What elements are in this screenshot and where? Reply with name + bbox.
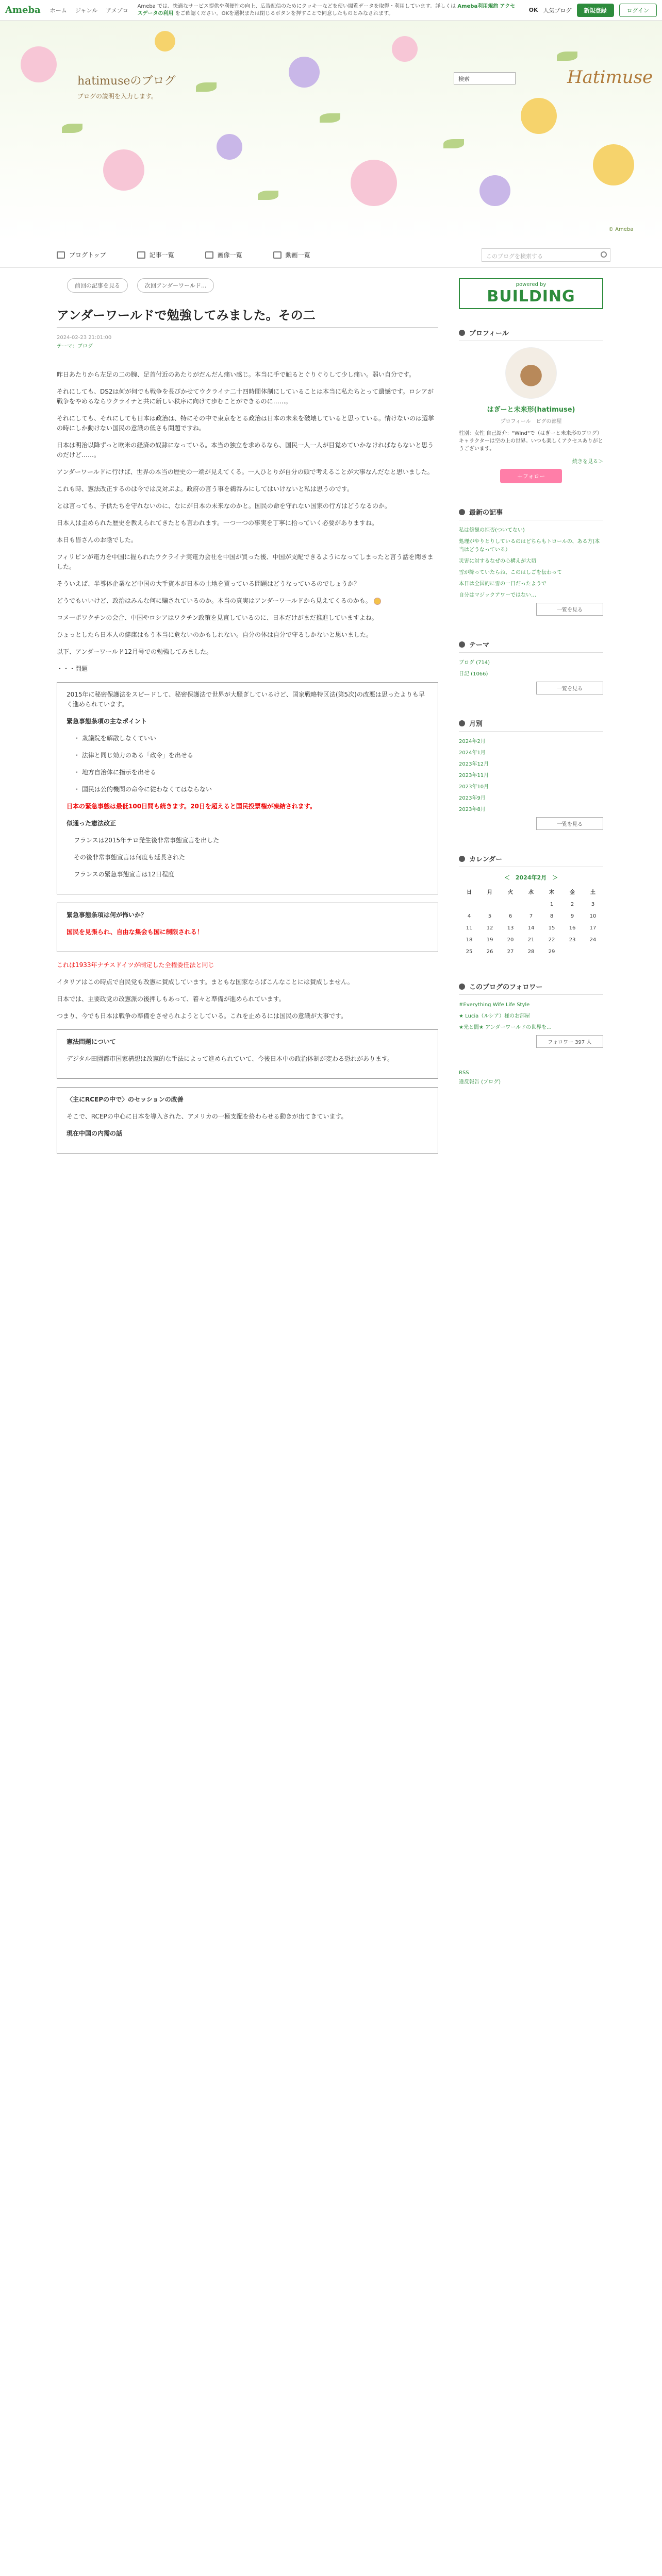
summary-box: [57, 682, 438, 894]
theme-more-button[interactable]: 一覧を見る: [536, 682, 603, 694]
follower-link[interactable]: #Everything Wife Life Style: [459, 1002, 530, 1008]
cal-day[interactable]: [479, 899, 500, 910]
banner-credit: © Ameba: [608, 227, 634, 232]
article-paragraph: 昨日あたりから左足の二の腕、足首付近のあたりがだんだん痛い感じ。本当に手で触るとぐりぐりして少し痛い。弱い自分です。: [57, 371, 416, 378]
heading-label: このブログのフォロワー: [469, 984, 543, 991]
profile-block: [459, 325, 603, 483]
tag-icon: [459, 641, 465, 648]
theme-heading: [459, 636, 603, 653]
cal-day[interactable]: 25: [466, 949, 473, 955]
calendar-month[interactable]: ＜ 2024年2月 ＞: [504, 874, 558, 881]
leaf-decoration: [320, 113, 340, 123]
flower-decoration: [593, 144, 634, 185]
archive-block: [459, 715, 603, 830]
box-bullet: ・ 地方自治体に指示を出せる: [74, 769, 156, 776]
home-icon: [57, 251, 65, 259]
archive-link[interactable]: 2023年10月: [459, 784, 489, 790]
box-bullet: ・ 国民は公的機関の命令に従わなくてはならない: [74, 786, 212, 793]
search-placeholder: このブログを検索する: [486, 252, 543, 260]
cal-day[interactable]: 13: [507, 925, 514, 931]
cal-day[interactable]: 15: [548, 925, 555, 931]
flower-decoration: [103, 149, 144, 191]
archive-link[interactable]: 2023年9月: [459, 795, 486, 801]
article-paragraph: 本日も皆さんのお陰でした。: [57, 536, 138, 544]
box-heading: 憲法問題について: [67, 1038, 116, 1045]
follower-link[interactable]: ★光と闇★ アンダーワールドの世界を...: [459, 1025, 552, 1030]
theme-link[interactable]: 日記 (1066): [459, 671, 488, 677]
cal-day[interactable]: 1: [550, 902, 554, 907]
calendar-block: [459, 851, 603, 958]
article-body: [57, 370, 438, 1154]
blog-search-input[interactable]: [482, 248, 610, 262]
cal-day[interactable]: 16: [569, 925, 576, 931]
nav-entry-list[interactable]: [137, 250, 174, 259]
article-paragraph: コメ一ポワクチンの会合、中国やロシアはワクチン政策を見直しているのに、日本だけがまだ推進していますよね。: [57, 614, 378, 621]
archive-link[interactable]: 2024年2月: [459, 739, 486, 744]
cal-day[interactable]: 26: [486, 949, 493, 955]
archive-list: [459, 738, 603, 814]
cal-day[interactable]: [583, 946, 603, 958]
cal-day[interactable]: 28: [527, 949, 535, 955]
article-paragraph: [57, 596, 438, 606]
nav-label: 記事一覧: [149, 251, 174, 259]
nav-label: 動画一覧: [285, 251, 310, 259]
blog-description: ブログの説明を入力します。: [77, 93, 158, 100]
cal-day[interactable]: 10: [589, 913, 597, 919]
list-icon: [459, 509, 465, 515]
summary-box: [57, 1087, 438, 1154]
image-icon: [205, 251, 213, 259]
theme-link[interactable]: ブログ (714): [459, 660, 490, 666]
cal-day[interactable]: 29: [548, 949, 555, 955]
cal-day[interactable]: 24: [589, 937, 597, 943]
weekday: 水: [528, 890, 534, 895]
heading-label: プロフィール: [469, 330, 509, 337]
cal-day[interactable]: 23: [569, 937, 576, 943]
cal-day[interactable]: [459, 899, 479, 910]
article-text: どうでもいいけど、政治はみんな何に騙されているのか。本当の真実はアンダーワールドから見えてくるのかも。: [57, 597, 372, 604]
recent-entry-link[interactable]: 自分はマジックアワーではない…: [459, 592, 536, 598]
article-paragraph: イタリアはこの時点で自民党も改憲に賛成しています。まともな国家ならばこんなことには賛成しません。: [57, 978, 354, 986]
cookie-notice-text: Ameba では、快適なサービス提供や利便性の向上、広告配信のためにクッキーなどを使い閲覧データを取得・利用しています。詳しくは: [137, 3, 456, 9]
cookie-notice-tail: をご確認ください。OKを選択または閉じるボタンを押すことで同意したものとみなされます。: [175, 10, 394, 16]
article-title[interactable]: アンダーワールドで勉強してみました。その二: [57, 305, 438, 328]
profile-links[interactable]: プロフィール ピグの部屋: [500, 419, 562, 425]
article-paragraph: これは1933年ナチスドイツが制定した全権委任法と同じ: [57, 961, 214, 969]
article-paragraph: ・・・問題: [57, 665, 88, 672]
box-bullet: ・ 衆議院を解散しなくていい: [74, 735, 156, 742]
article-paragraph: それにしても、DS2は何が何でも戦争を長びかせてウクライナ二十四時間体制にしていることは本当に私たちとって遺憾です。ロシアが戦争をやめるならウクライナと共に新しい秩序に向けて歩むことができるのに……。: [57, 388, 434, 405]
cal-day[interactable]: 12: [486, 925, 493, 931]
calendar-heading: [459, 851, 603, 867]
weekday: 木: [549, 890, 554, 895]
cal-day[interactable]: 9: [570, 913, 574, 919]
recent-entry-link[interactable]: 私は傍観の拒否(ついてない): [459, 528, 525, 533]
article-paragraph: そういえば、半導体企業など中国の大手資本が日本の土地を買っている問題はどうなっているのでしょうか？: [57, 580, 360, 587]
followers-block: [459, 978, 603, 1048]
heading-label: テーマ: [469, 641, 490, 649]
ok-button[interactable]: OK: [528, 7, 538, 13]
box-heading: 現在中国の内需の話: [67, 1130, 123, 1137]
flower-decoration: [351, 160, 397, 206]
article-paragraph: 日本人は歪められた歴史を教えられてきたとも言われます。一つ一つの事実を丁寧に拾っていく必要がありますね。: [57, 519, 378, 527]
avatar[interactable]: [505, 347, 557, 399]
archive-link[interactable]: 2023年8月: [459, 807, 486, 812]
profile-icon: [459, 330, 465, 336]
building-logo: BUILDING: [487, 287, 575, 306]
ameba-topbar: [0, 0, 662, 21]
followers-heading: [459, 978, 603, 995]
nav-label: 画像一覧: [217, 251, 242, 259]
article-theme[interactable]: テーマ：ブログ: [57, 344, 93, 349]
article-paragraph: 日本では、主要政党の改憲派の後押しもあって、着々と準備が進められています。: [57, 995, 285, 1003]
flower-decoration: [217, 134, 242, 160]
follower-count-button[interactable]: フォロワー 397 人: [536, 1035, 603, 1048]
article-paragraph: つまり、今でも日本は戦争の準備をさせられようとしている。これを止めるには国民の意識が大事です。: [57, 1012, 347, 1020]
archive-link[interactable]: 2023年11月: [459, 773, 489, 778]
calendar-table: [459, 885, 603, 958]
weekday: 火: [508, 890, 513, 895]
recent-more-button[interactable]: 一覧を見る: [536, 603, 603, 616]
theme-list: [459, 659, 603, 679]
profile-heading: [459, 325, 603, 341]
weekday: 金: [570, 890, 575, 895]
next-article-button[interactable]: 次回アンダーワールド...: [137, 278, 214, 293]
cal-day[interactable]: [521, 899, 541, 910]
signup-button[interactable]: 新規登録: [577, 4, 614, 17]
blog-navbar: [0, 242, 662, 268]
article-paragraph: 日本は明治以降ずっと欧米の経済の奴隷になっている。本当の独立を求めるなら、国民一人一人が目覚めていかなければならないと思うのだけど……。: [57, 442, 434, 459]
ameba-logo[interactable]: Ameba: [5, 5, 41, 15]
blog-header-banner: [0, 21, 662, 242]
article-paragraph: ひょっとしたら日本人の健康はもう本当に危ないのかもしれない。自分の体は自分で守るしかないと思いました。: [57, 631, 373, 638]
rss-link[interactable]: RSS: [459, 1070, 469, 1076]
flower-decoration: [21, 46, 57, 82]
recent-entry-link[interactable]: 処理がやりとりしているのはどちらもトロールの、ある方(本当はどうなっている）: [459, 539, 600, 553]
recent-entry-link[interactable]: 災害に対するなぜの心構えが大切: [459, 558, 536, 564]
cal-day[interactable]: 21: [527, 937, 535, 943]
nav-blog-top[interactable]: [57, 250, 106, 259]
flower-decoration: [289, 57, 320, 88]
profile-name[interactable]: はぎーと未来形(hatimuse): [487, 406, 575, 414]
popular-blog-link[interactable]: 人気ブログ: [543, 7, 572, 14]
access-data-link[interactable]: アクセスデータの利用: [137, 3, 516, 16]
blog-title[interactable]: hatimuseのブログ: [77, 75, 176, 88]
article-paragraph: とは言っても、子供たちを守れないのに、なにが日本の未来なのかと。国民の命を守れない国家の行方はどうなるのか。: [57, 502, 391, 510]
nav-image-list[interactable]: [205, 250, 242, 259]
flower-decoration: [521, 98, 557, 134]
cal-day[interactable]: [562, 946, 583, 958]
main-column: [57, 268, 438, 1162]
archive-more-button[interactable]: 一覧を見る: [536, 817, 603, 830]
heading-label: カレンダー: [469, 856, 503, 863]
box-bullet: フランスの緊急事態宣言は12日程度: [74, 871, 174, 878]
cal-day[interactable]: 7: [529, 913, 533, 919]
flower-decoration: [392, 36, 418, 62]
banner-signature: Hatimuse: [567, 67, 653, 88]
cal-day[interactable]: 3: [591, 902, 595, 907]
recent-heading: [459, 504, 603, 520]
box-bullet: その後非常事態宣言は何度も延長された: [74, 854, 186, 861]
video-icon: [273, 251, 282, 259]
flower-decoration: [155, 31, 175, 52]
content-wrapper: [0, 268, 662, 1162]
leaf-decoration: [196, 82, 217, 92]
heading-label: 最新の記事: [469, 509, 503, 517]
highlight-red: 国民を見張られ、自由な集会も国に制限される！: [67, 928, 203, 936]
building-ad[interactable]: [459, 278, 603, 309]
prev-article-button[interactable]: 前回の記事を見る: [67, 278, 128, 293]
sidebar: [459, 268, 603, 1162]
box-heading: 緊急事態条項は何が怖いか？: [67, 911, 147, 919]
emoji-icon: [374, 598, 381, 605]
cal-day[interactable]: 2: [570, 902, 574, 907]
cookie-notice: [138, 3, 520, 18]
cal-day[interactable]: 5: [488, 913, 492, 919]
powered-by-label: powered by: [516, 282, 547, 287]
leaf-decoration: [443, 139, 464, 148]
cal-day[interactable]: 4: [467, 913, 471, 919]
top-nav-ameblo[interactable]: アメブロ: [106, 7, 128, 14]
nav-video-list[interactable]: [273, 250, 310, 259]
recent-entry-link[interactable]: 本日は全国的に雪の一日だったようで: [459, 581, 547, 587]
search-icon[interactable]: [601, 251, 607, 258]
box-item: 2015年に秘密保護法をスピードして、秘密保護法で世界が大騒ぎしているけど、国家戦略特区法(第5次)の改悪は思ったよりも早く進められています。: [67, 691, 425, 708]
top-nav: [50, 6, 128, 14]
recent-entries-block: [459, 504, 603, 616]
cal-day[interactable]: 11: [466, 925, 473, 931]
cal-day[interactable]: [500, 899, 521, 910]
heading-label: 月別: [469, 720, 483, 728]
leaf-decoration: [258, 191, 278, 200]
article-date: 2024-02-23 21:01:00: [57, 335, 112, 341]
box-bullet: フランスは2015年テロ発生後非常事態宣言を出した: [74, 837, 220, 844]
article-paragraph: デジタル田園都市国家構想は改憲的な手法によって進められていて、今後日本中の政治体制が変わる恐れがあります。: [67, 1055, 394, 1062]
sidebar-footer: [459, 1069, 603, 1087]
cal-day[interactable]: 20: [507, 937, 514, 943]
banner-search-box[interactable]: 検索: [454, 72, 516, 84]
article-paragraph: そこで、RCEPの中心に日本を導入された、アメリカの一極支配を終わらせる動きが出てきています。: [67, 1113, 347, 1120]
highlight-red: 日本の緊急事態は最低100日間も続きます。20日を超えると国民投票権が凍結されます。: [67, 803, 316, 810]
summary-box: [57, 903, 438, 952]
cal-day[interactable]: 22: [548, 937, 555, 943]
cal-day[interactable]: 17: [589, 925, 597, 931]
cal-day[interactable]: 27: [507, 949, 514, 955]
profile-text: 性別：女性 自己紹介："Wind"で（はぎーと未来形のブログ）キャラクターは空の上の世界。いつも楽しくアクセスありがとうございます。: [459, 431, 603, 452]
archive-heading: [459, 715, 603, 732]
login-button[interactable]: ログイン: [619, 4, 657, 17]
nav-label: ブログトップ: [69, 251, 106, 259]
recent-list: [459, 527, 603, 600]
top-nav-home[interactable]: ホーム: [49, 7, 67, 14]
profile-more-link[interactable]: 続きを見る＞: [572, 459, 603, 465]
recent-entry-link[interactable]: 雪が降っていたらね、このはしごを伝わって: [459, 570, 562, 575]
weekday: 月: [487, 890, 492, 895]
archive-icon: [459, 720, 465, 726]
report-link[interactable]: 違反報告 (ブログ): [459, 1079, 501, 1085]
weekday: 日: [467, 890, 472, 895]
follower-link[interactable]: ★ Lucia（ルシア）様のお部屋: [459, 1013, 531, 1019]
archive-link[interactable]: 2024年1月: [459, 750, 486, 756]
theme-block: [459, 636, 603, 694]
cal-day[interactable]: 14: [527, 925, 535, 931]
box-heading: 緊急事態条項の主なポイント: [67, 718, 147, 725]
article-pager: [67, 278, 438, 293]
terms-link[interactable]: Ameba利用規約: [457, 3, 499, 9]
flower-decoration: [479, 175, 510, 206]
box-heading: 似通った憲法改正: [67, 820, 117, 827]
article-paragraph: フィリピンが電力を中国に握られたウクライナ実電力会社を中国が買った後、中国が支配できるようになってしまったと言う話を聞きました。: [57, 553, 434, 570]
article-paragraph: これも時、憲法改正するのは今では反対ぷよ。政府の言う事を鵜呑みにしてはいけないと私は思うのです。: [57, 485, 354, 493]
cal-day[interactable]: 6: [508, 913, 512, 919]
calendar-icon: [459, 856, 465, 862]
weekday: 土: [590, 890, 595, 895]
article-paragraph: 以下、アンダーワールド12月号での勉強してみました。: [57, 648, 213, 655]
cal-day[interactable]: 8: [550, 913, 554, 919]
archive-link[interactable]: 2023年12月: [459, 761, 489, 767]
article-paragraph: それにしても、それにしても日本は政治は、特にその中で東京をとる政治は日本の未来を破壊していると思っている。情けないのは選挙の時にしか動けない国民の意識の低さも問題ですね。: [57, 415, 435, 432]
article-paragraph: アンダーワールドに行けば、世界の本当の歴史の一端が見えてくる。一人ひとりが自分の頭で考えることが大事なんだなと思いました。: [57, 468, 434, 476]
cal-day[interactable]: 18: [466, 937, 473, 943]
top-nav-genre[interactable]: ジャンル: [75, 7, 98, 14]
box-bullet: ・ 法律と同じ効力のある「政令」を出せる: [74, 752, 193, 759]
people-icon: [459, 984, 465, 990]
list-icon: [137, 251, 145, 259]
leaf-decoration: [62, 124, 82, 133]
follow-button[interactable]: ＋フォロー: [500, 469, 562, 483]
followers-list: [459, 1001, 603, 1032]
leaf-decoration: [557, 52, 577, 61]
box-heading: 〈主にRCEPの中で〉のセッションの改善: [67, 1096, 184, 1103]
summary-box: [57, 1029, 438, 1079]
cal-day[interactable]: 19: [486, 937, 493, 943]
topbar-right: [529, 4, 657, 17]
